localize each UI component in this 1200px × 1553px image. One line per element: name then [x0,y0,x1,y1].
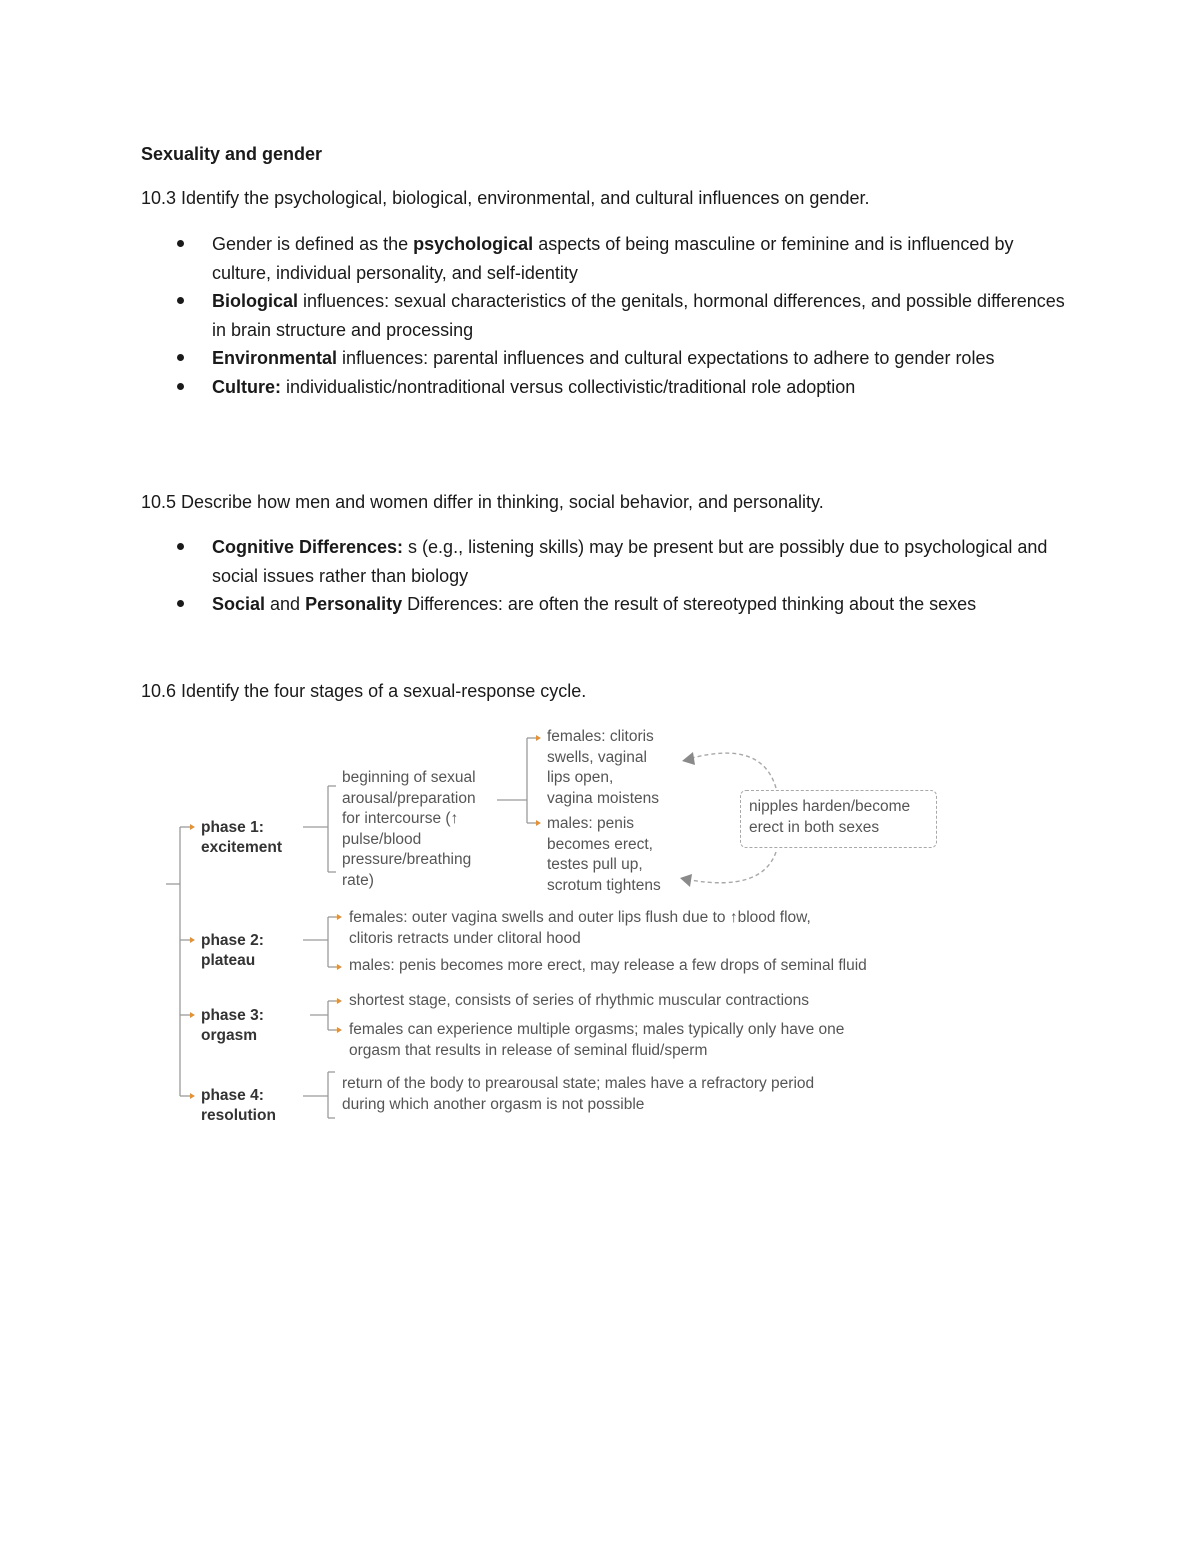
phase-1-label: phase 1: excitement [201,819,282,856]
list-item: Cognitive Differences: s (e.g., listening skills) may be present but are possibly due to psychological and social issues rather than biology [141,533,1071,590]
phase-1-males: males: penis becomes erect, testes pull up, scrotum tightens [547,815,661,894]
list-item: Culture: individualistic/nontraditional versus collectivistic/traditional role adoption [141,373,1071,402]
objective-10-3-heading: 10.3 Identify the psychological, biological, environmental, and cultural influences on gender. [141,188,870,208]
phase-3-item-2: females can experience multiple orgasms; males typically only have one orgasm that results in release of seminal fluid/sperm [349,1021,845,1059]
list-item: Social and Personality Differences: are often the result of stereotyped thinking about the sexes [141,590,1071,619]
objective-10-5-list [141,533,1071,619]
objective-10-6-heading: 10.6 Identify the four stages of a sexual-response cycle. [141,681,587,701]
phase-3-label: phase 3: orgasm [201,1007,264,1044]
document-title: Sexuality and gender [141,144,323,164]
objective-10-5-heading: 10.5 Describe how men and women differ in thinking, social behavior, and personality. [141,492,824,512]
phase-4-label: phase 4: resolution [201,1087,276,1124]
objective-10-3-list [141,230,1071,401]
phase-2-label: phase 2: plateau [201,932,264,969]
phase-1-females: females: clitoris swells, vaginal lips open, vagina moistens [547,728,660,807]
phase-2-females: females: outer vagina swells and outer lips flush due to ↑blood flow, clitoris retracts under clitoral hood [349,909,811,947]
list-item: Biological influences: sexual characteristics of the genitals, hormonal differences, and possible differences in brain structure and processing [141,287,1071,344]
phase-4-description: return of the body to prearousal state; males have a refractory period during which another orgasm is not possible [342,1075,815,1113]
phase-1-description: beginning of sexual arousal/preparation for intercourse (↑ pulse/blood pressure/breathing rate) [342,769,476,889]
list-item: Gender is defined as the psychological aspects of being masculine or feminine and is influenced by culture, individual personality, and self-identity [141,230,1071,287]
phase-3-item-1: shortest stage, consists of series of rhythmic muscular contractions [349,992,810,1009]
both-sexes-note: nipples harden/become erect in both sexes [740,790,937,848]
phase-2-males: males: penis becomes more erect, may release a few drops of seminal fluid [349,957,867,974]
list-item: Environmental influences: parental influences and cultural expectations to adhere to gender roles [141,344,1071,373]
